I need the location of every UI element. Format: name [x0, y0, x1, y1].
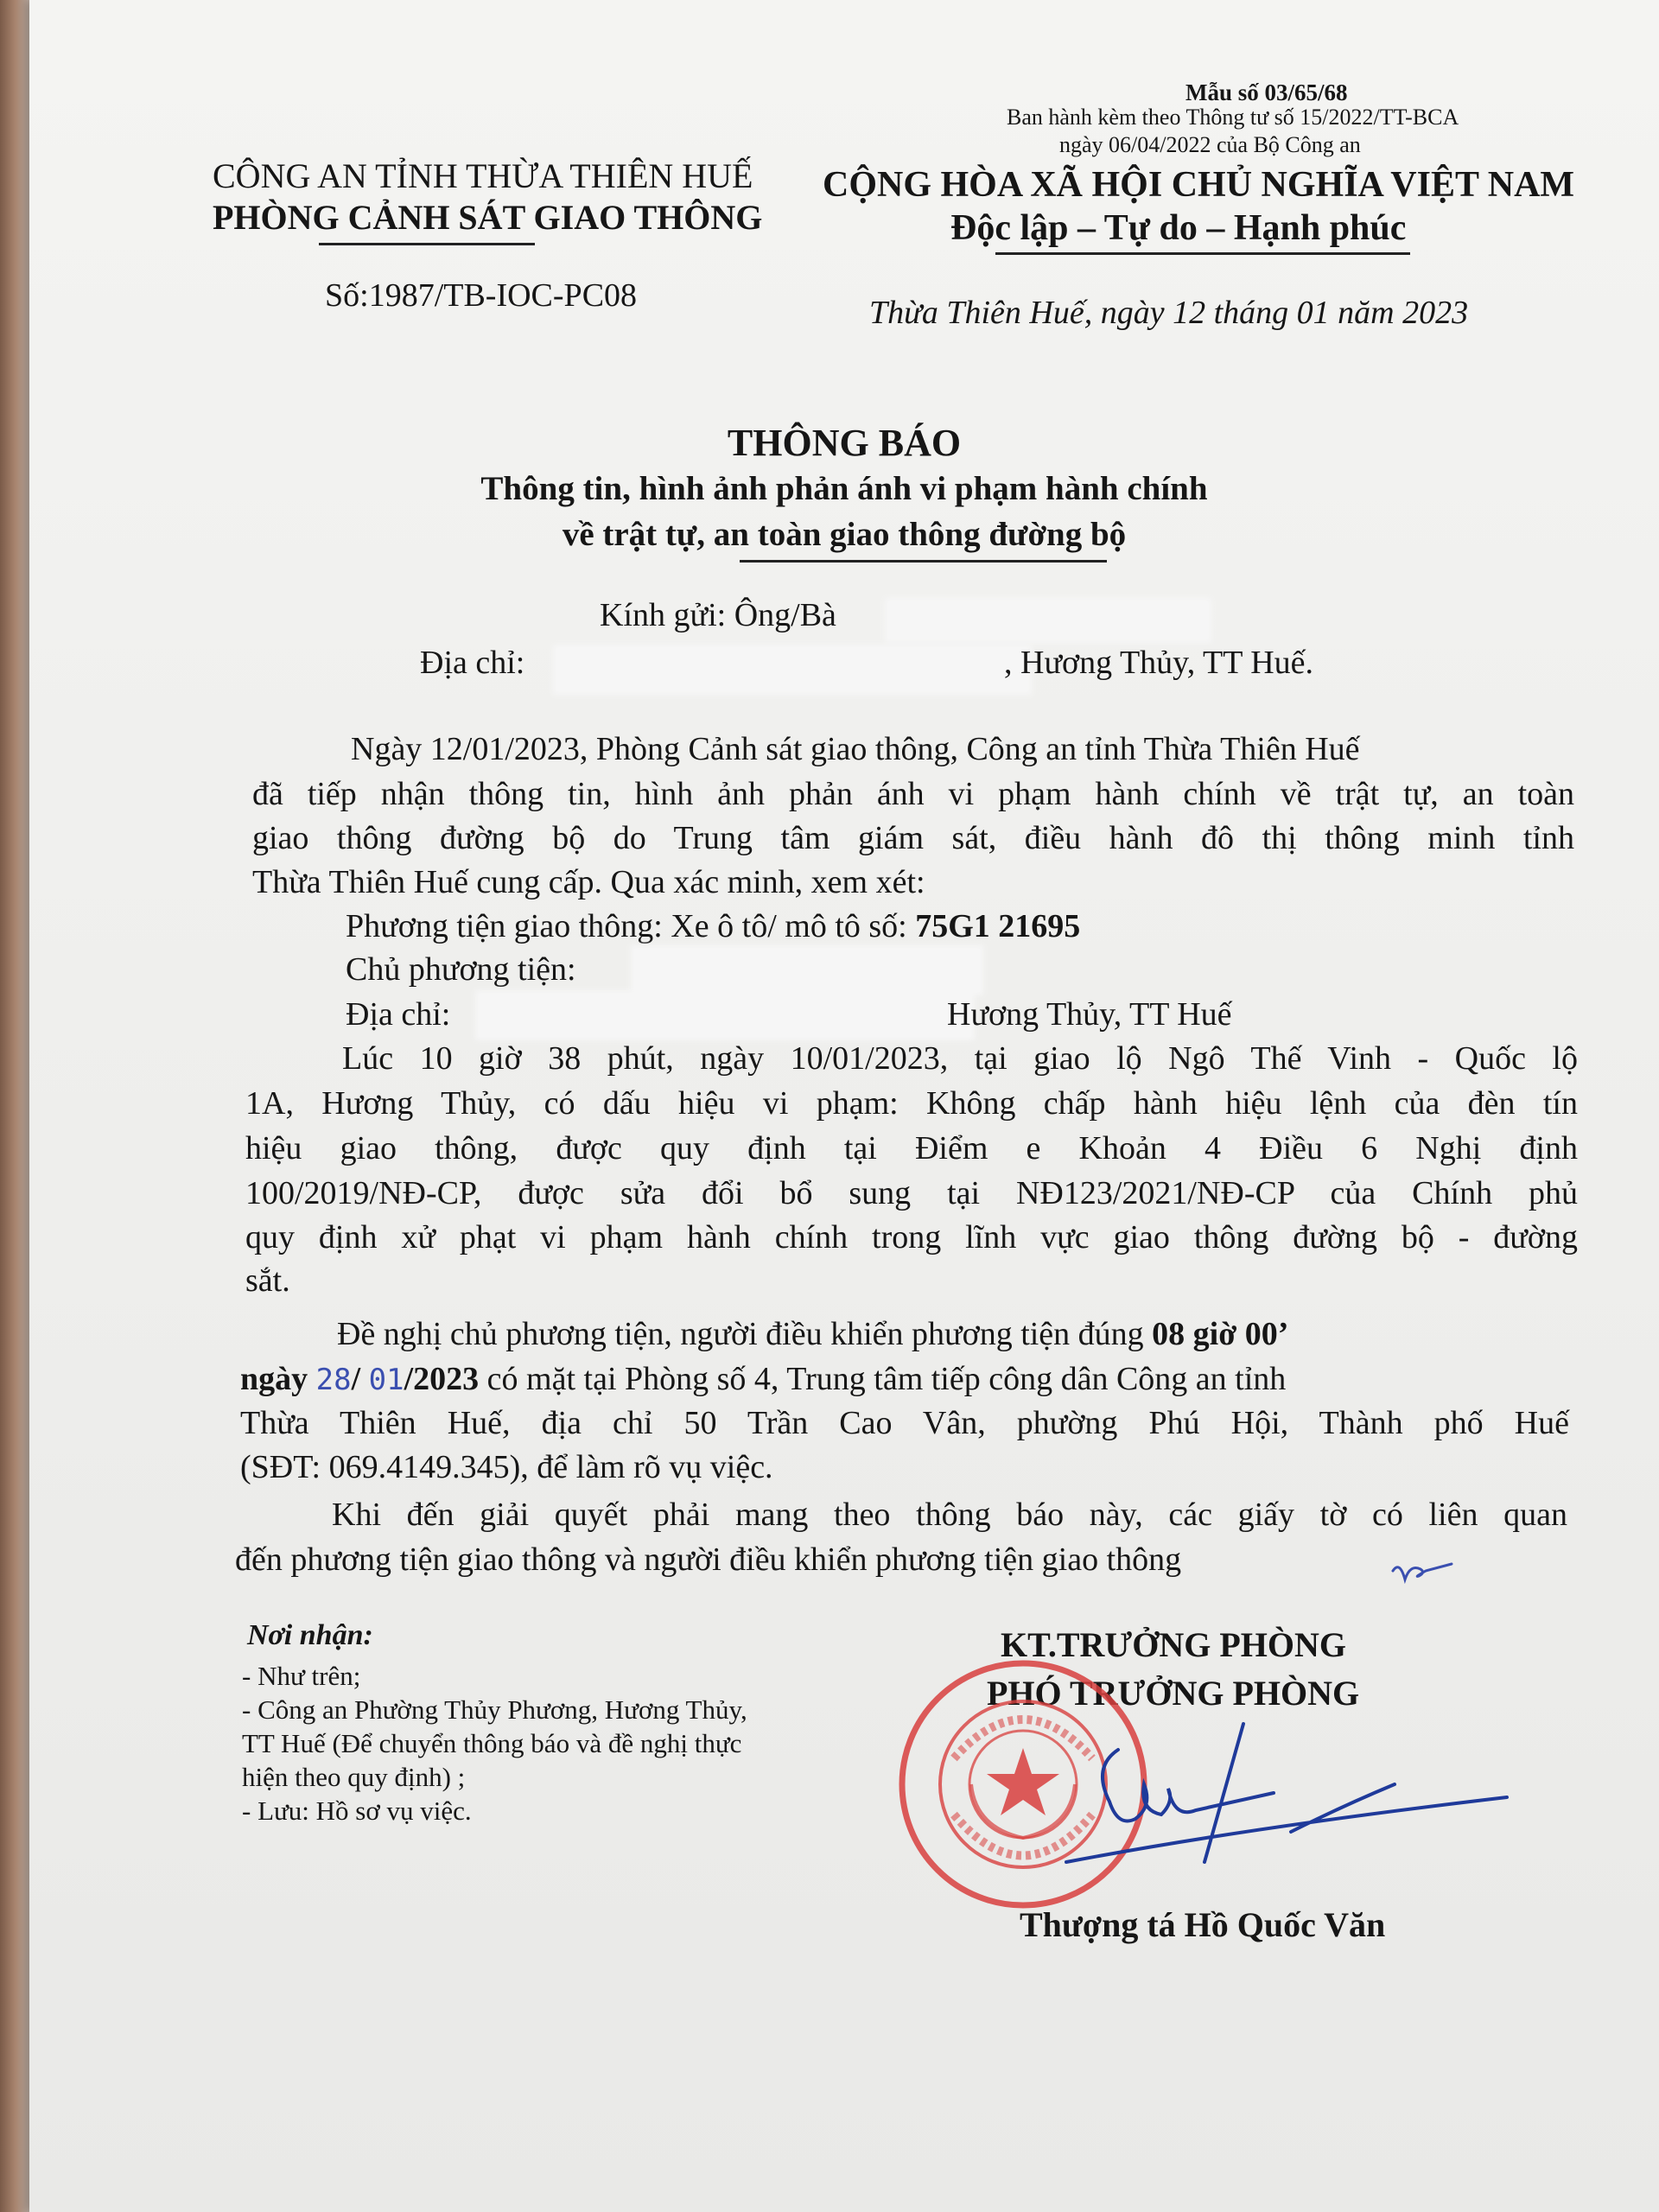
paragraph-2-line-3: hiệu giao thông, được quy định tại Điểm e Khoản 4 Điều 6 Nghị định — [245, 1130, 1578, 1166]
owner-address-label: Địa chỉ: — [346, 996, 451, 1033]
paragraph-1-line-2: đã tiếp nhận thông tin, hình ảnh phản ánh vi phạm hành chính về trật tự, an toàn — [252, 776, 1574, 812]
appointment-text: Đề nghị chủ phương tiện, người điều khiển phương tiện đúng — [337, 1316, 1153, 1352]
vehicle-label: Phương tiện giao thông: Xe ô tô/ mô tô số: — [346, 908, 916, 944]
recipient-item: TT Huế (Để chuyển thông báo và đề nghị thực — [242, 1728, 742, 1758]
form-number: Mẫu số 03/65/68 — [1185, 79, 1348, 105]
paragraph-3-line-4: (SĐT: 069.4149.345), để làm rõ vụ việc. — [240, 1449, 773, 1485]
document-subtitle-1: Thông tin, hình ảnh phản ánh vi phạm hành chính — [480, 470, 1208, 507]
signer-name: Thượng tá Hồ Quốc Văn — [1020, 1905, 1386, 1944]
appointment-day-label: ngày — [240, 1361, 316, 1397]
agency-name: PHÒNG CẢNH SÁT GIAO THÔNG — [213, 198, 763, 237]
form-date: ngày 06/04/2022 của Bộ Công an — [1059, 132, 1361, 157]
document-title: THÔNG BÁO — [727, 422, 962, 464]
license-plate: 75G1 21695 — [915, 908, 1081, 944]
recipients-title: Nơi nhận: — [247, 1619, 373, 1651]
recipient-item: hiện theo quy định) ; — [242, 1762, 466, 1792]
appointment-year: /2023 — [404, 1361, 480, 1397]
appointment-time: 08 giờ 00’ — [1152, 1316, 1289, 1352]
appointment-place: có mặt tại Phòng số 4, Trung tâm tiếp công dân Công an tỉnh — [479, 1361, 1287, 1397]
agency-underline — [319, 243, 535, 245]
greeting: Kính gửi: Ông/Bà — [600, 597, 836, 633]
address-tail: , Hương Thủy, TT Huế. — [1004, 645, 1314, 681]
paragraph-1-line-4: Thừa Thiên Huế cung cấp. Qua xác minh, xem xét: — [252, 864, 925, 900]
redacted-name — [888, 601, 1208, 639]
agency-parent: CÔNG AN TỈNH THỪA THIÊN HUẾ — [213, 156, 753, 195]
national-title: CỘNG HÒA XÃ HỘI CHỦ NGHĨA VIỆT NAM — [823, 165, 1575, 205]
paragraph-3-line-1 — [337, 1315, 1288, 1353]
paragraph-3-line-3: Thừa Thiên Huế, địa chỉ 50 Trần Cao Vân, phường Phú Hội, Thành phố Huế — [240, 1405, 1569, 1441]
national-motto: Độc lập – Tự do – Hạnh phúc — [950, 208, 1407, 248]
document-subtitle-2: về trật tự, an toàn giao thông đường bộ — [562, 516, 1127, 553]
paragraph-4-line-1: Khi đến giải quyết phải mang theo thông báo này, các giấy tờ có liên quan — [332, 1497, 1567, 1533]
redacted-address — [556, 648, 1028, 691]
address-label: Địa chỉ: — [420, 645, 525, 681]
motto-underline — [995, 252, 1410, 255]
paragraph-1-line-1: Ngày 12/01/2023, Phòng Cảnh sát giao thông, Công an tỉnh Thừa Thiên Huế — [351, 731, 1360, 767]
redacted-owner — [634, 949, 980, 992]
paragraph-2-line-1: Lúc 10 giờ 38 phút, ngày 10/01/2023, tại giao lộ Ngô Thế Vinh - Quốc lộ — [342, 1040, 1578, 1077]
redacted-owner-address — [479, 994, 971, 1037]
handwritten-month: 01 — [368, 1363, 404, 1397]
recipient-item: - Như trên; — [242, 1661, 361, 1691]
vehicle-line — [346, 907, 1080, 945]
place-date: Thừa Thiên Huế, ngày 12 tháng 01 năm 2023 — [869, 295, 1469, 331]
paragraph-3-line-2: ngày 28/ 01/2023 có mặt tại Phòng số 4, Trung tâm tiếp công dân Công an tỉnh — [240, 1361, 1287, 1397]
signature-title-2: PHÓ TRƯỞNG PHÒNG — [987, 1674, 1360, 1713]
paragraph-2-line-2: 1A, Hương Thủy, có dấu hiệu vi phạm: Không chấp hành hiệu lệnh của đèn tín — [245, 1085, 1578, 1122]
form-circular: Ban hành kèm theo Thông tư số 15/2022/TT-BCA — [1007, 105, 1459, 130]
paragraph-4-line-2: đến phương tiện giao thông và người điều khiển phương tiện giao thông — [235, 1541, 1182, 1578]
document-number: Số:1987/TB-IOC-PC08 — [325, 277, 638, 314]
handwritten-day: 28 — [315, 1363, 352, 1397]
paragraph-2-line-6: sắt. — [245, 1262, 290, 1299]
title-underline — [740, 560, 1107, 563]
document-page — [29, 0, 1659, 2212]
handwritten-checkmark-icon — [1388, 1545, 1457, 1588]
paragraph-2-line-4: 100/2019/NĐ-CP, được sửa đổi bổ sung tại NĐ123/2021/NĐ-CP của Chính phủ — [245, 1175, 1578, 1211]
owner-label: Chủ phương tiện: — [346, 951, 576, 988]
signature-title-1: KT.TRƯỞNG PHÒNG — [1001, 1625, 1346, 1664]
paragraph-2-line-5: quy định xử phạt vi phạm hành chính trong lĩnh vực giao thông đường bộ - đường — [245, 1219, 1578, 1255]
owner-address-tail: Hương Thủy, TT Huế — [947, 996, 1232, 1033]
signature-icon — [1058, 1715, 1524, 1879]
recipient-item: - Công an Phường Thủy Phương, Hương Thủy, — [242, 1694, 747, 1725]
paragraph-1-line-3: giao thông đường bộ do Trung tâm giám sát, điều hành đô thị thông minh tỉnh — [252, 820, 1574, 856]
recipient-item: - Lưu: Hồ sơ vụ việc. — [242, 1796, 472, 1826]
